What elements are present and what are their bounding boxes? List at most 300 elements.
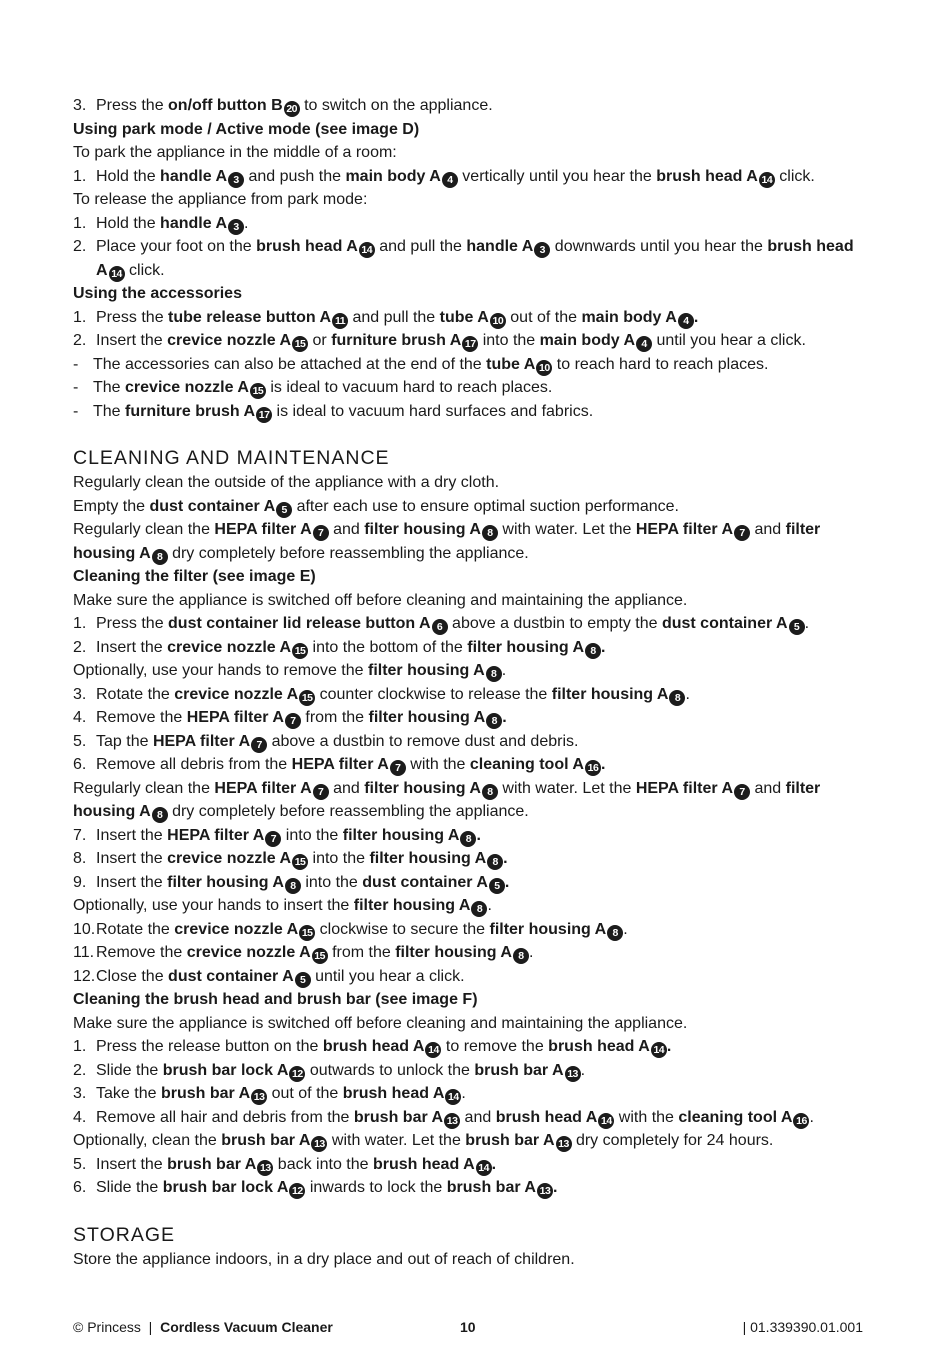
numbered-step [73, 824, 863, 848]
part-number-badge: 13 [251, 1089, 267, 1105]
part-number-badge: 7 [734, 784, 750, 800]
plain-text: downwards until you hear the [550, 238, 768, 255]
plain-text: from the [327, 944, 396, 961]
plain-text: click. [124, 261, 165, 279]
part-number-badge: 8 [152, 549, 168, 565]
line-text [73, 447, 390, 469]
bold-term: filter housing A [353, 897, 471, 914]
line-text [96, 709, 507, 726]
step-number: 3. [73, 685, 87, 703]
plain-text: and [328, 521, 365, 538]
numbered-step [73, 1082, 863, 1106]
plain-text: Remove all debris from the [96, 756, 292, 773]
page-number: 10 [460, 1319, 476, 1335]
text-line [73, 188, 863, 212]
numbered-step [73, 871, 863, 895]
part-number-badge: 8 [486, 713, 502, 729]
text-line [73, 141, 863, 165]
plain-text: Place your foot on the [96, 238, 257, 255]
bold-term: main body A [539, 332, 636, 349]
plain-text: . [528, 944, 534, 961]
step-number: 7. [73, 826, 87, 844]
part-number-badge: 8 [482, 784, 498, 800]
numbered-step [73, 753, 863, 777]
plain-text: and pull the [374, 238, 467, 255]
part-number-badge: 4 [442, 172, 458, 188]
bold-term: HEPA filter A [214, 779, 312, 797]
plain-text: dry completely before reassembling the appliance. [167, 803, 529, 820]
bold-term: main body A [345, 167, 441, 185]
plain-text: Regularly clean the [73, 779, 215, 797]
line-text [73, 662, 506, 679]
text-line [73, 589, 863, 613]
plain-text: into the [478, 332, 540, 349]
plain-text: into the [281, 826, 343, 844]
plain-text: The [93, 402, 126, 420]
numbered-step [73, 1176, 863, 1200]
plain-text: and pull the [348, 308, 440, 326]
text-line [73, 894, 863, 918]
line-text [73, 285, 242, 302]
step-number: 1. [73, 1038, 87, 1055]
text-line [73, 495, 863, 519]
bold-term: crevice nozzle A [174, 685, 299, 703]
step-number: 2. [73, 638, 87, 656]
plain-text: CLEANING AND MAINTENANCE [73, 447, 390, 469]
plain-text: Insert the [96, 1155, 168, 1173]
line-text [96, 215, 248, 232]
step-number: 6. [73, 1179, 87, 1196]
plain-text: Hold the [96, 167, 161, 185]
part-number-badge: 10 [536, 360, 552, 376]
bold-term: tube release button A [168, 308, 332, 326]
bold-term: main body A [581, 308, 677, 326]
footer-brand: © Princess [73, 1319, 141, 1335]
plain-text: back into the [273, 1155, 373, 1173]
line-text [96, 1085, 466, 1102]
step-number: 5. [73, 732, 87, 750]
bold-term: filter housing A [551, 685, 669, 703]
footer-product: Cordless Vacuum Cleaner [160, 1319, 333, 1335]
subheading [73, 118, 863, 142]
bold-term: dust container A [168, 967, 294, 985]
plain-text: . [580, 1061, 586, 1079]
bullet-dash: - [73, 379, 79, 396]
plain-text: To release the appliance from park mode: [73, 191, 368, 208]
plain-text: . [623, 920, 628, 938]
text-line [73, 1129, 863, 1153]
plain-text: Optionally, use your hands to insert the [73, 897, 354, 914]
bold-term: brush head A [372, 1155, 475, 1173]
plain-text: to remove the [441, 1038, 549, 1055]
line-text [96, 1109, 814, 1126]
bold-term: brush bar lock A [162, 1179, 289, 1196]
bold-term: crevice nozzle A [174, 920, 299, 938]
plain-text: and push the [244, 167, 346, 185]
numbered-step [73, 1106, 863, 1130]
line-text [96, 686, 690, 703]
part-number-badge: 14 [109, 266, 125, 282]
plain-text: is ideal to vacuum hard surfaces and fabrics. [272, 402, 594, 420]
numbered-step [73, 306, 863, 330]
plain-text: vertically until you hear the [457, 167, 657, 185]
bold-term: . [476, 826, 481, 844]
plain-text: Regularly clean the outside of the appliance with a dry cloth. [73, 474, 500, 491]
plain-text: Take the [96, 1085, 161, 1102]
part-number-badge: 16 [585, 760, 601, 776]
step-number: 5. [73, 1155, 87, 1173]
numbered-step [73, 847, 863, 871]
line-text [96, 850, 508, 867]
part-number-badge: 8 [669, 690, 685, 706]
page-footer [73, 1319, 863, 1339]
plain-text: Optionally, use your hands to remove the [73, 662, 368, 679]
plain-text: into the bottom of the [308, 638, 468, 656]
bullet-item [73, 353, 863, 377]
part-number-badge: 8 [482, 525, 498, 541]
line-text [96, 309, 698, 326]
plain-text: Store the appliance indoors, in a dry place and out of reach of children. [73, 1250, 575, 1268]
part-number-badge: 7 [313, 525, 329, 541]
part-number-badge: 14 [651, 1042, 667, 1058]
bold-term: filter housing A [364, 521, 481, 538]
line-text [73, 780, 820, 821]
bold-term: . [552, 1179, 558, 1196]
plain-text: The [93, 379, 126, 396]
step-number: 8. [73, 850, 87, 867]
line-text [73, 991, 478, 1008]
bold-term: dust container A [362, 873, 488, 891]
bold-term: tube A [439, 308, 489, 326]
part-number-badge: 5 [789, 619, 805, 635]
plain-text: . [804, 615, 810, 632]
bold-term: cleaning tool A [469, 756, 584, 773]
bold-term: Using the accessories [73, 285, 242, 302]
numbered-step [73, 329, 863, 353]
bullet-dash: - [73, 355, 79, 373]
bold-term: . [693, 308, 699, 326]
numbered-step [73, 1035, 863, 1059]
part-number-badge: 8 [585, 643, 601, 659]
bold-term: filter housing A [368, 709, 486, 726]
part-number-badge: 15 [292, 643, 308, 659]
numbered-step [73, 165, 863, 189]
step-number: 12. [73, 967, 96, 985]
step-number: 3. [73, 1085, 87, 1102]
bold-term: brush head A [548, 1038, 650, 1055]
bold-term: filter housing A [369, 850, 487, 867]
plain-text: Press the [96, 97, 169, 114]
plain-text: after each use to ensure optimal suction performance. [292, 497, 679, 515]
part-number-badge: 14 [759, 172, 775, 188]
plain-text: Remove the [96, 944, 187, 961]
numbered-step [73, 612, 863, 636]
bold-term: Using park mode / Active mode (see image D) [73, 120, 420, 138]
bold-term: crevice nozzle A [167, 638, 292, 656]
line-text [96, 615, 809, 632]
part-number-badge: 11 [332, 313, 348, 329]
plain-text: Insert the [96, 873, 168, 891]
plain-text: with the [405, 756, 470, 773]
step-number: 2. [73, 238, 87, 255]
part-number-badge: 8 [607, 925, 623, 941]
part-number-badge: 5 [295, 972, 311, 988]
plain-text: Press the release button on the [96, 1038, 323, 1055]
bold-term: crevice nozzle A [167, 850, 292, 867]
bold-term: brush bar A [446, 1179, 536, 1196]
part-number-badge: 13 [311, 1136, 327, 1152]
plain-text: above a dustbin to remove dust and debris. [267, 732, 579, 750]
part-number-badge: 8 [152, 807, 168, 823]
plain-text: STORAGE [73, 1223, 175, 1246]
text-line [73, 659, 863, 683]
line-text [96, 238, 854, 279]
part-number-badge: 7 [265, 831, 281, 847]
part-number-badge: 8 [487, 854, 503, 870]
step-number: 2. [73, 332, 87, 349]
bold-term: filter housing A [73, 521, 821, 562]
plain-text: . [487, 897, 492, 914]
line-text [93, 403, 593, 420]
part-number-badge: 13 [257, 1160, 273, 1176]
plain-text: . [244, 214, 249, 232]
bold-term: brush bar A [221, 1132, 311, 1149]
part-number-badge: 13 [537, 1183, 553, 1199]
step-number: 4. [73, 1108, 87, 1126]
bold-term: filter housing A [467, 638, 585, 656]
numbered-step [73, 636, 863, 660]
plain-text: dry completely for 24 hours. [571, 1132, 774, 1149]
part-number-badge: 15 [292, 854, 308, 870]
bold-term: tube A [486, 355, 536, 373]
plain-text: and [750, 521, 786, 538]
bullet-item [73, 400, 863, 424]
part-number-badge: 3 [534, 242, 550, 258]
plain-text: Insert the [96, 826, 168, 844]
plain-text: and [328, 779, 365, 797]
bold-term: brush bar A [160, 1085, 251, 1102]
plain-text: is ideal to vacuum hard to reach places. [265, 379, 553, 396]
bold-term: dust container lid release button A [168, 615, 431, 632]
plain-text: Rotate the [96, 685, 175, 703]
bold-term: handle A [160, 214, 228, 232]
step-number: 9. [73, 873, 87, 891]
part-number-badge: 14 [598, 1113, 614, 1129]
bold-term: furniture brush A [331, 332, 462, 349]
step-number: 4. [73, 709, 87, 726]
part-number-badge: 12 [289, 1183, 305, 1199]
part-number-badge: 5 [276, 502, 292, 518]
plain-text: and [460, 1108, 496, 1126]
part-number-badge: 13 [444, 1113, 460, 1129]
bold-term: HEPA filter A [635, 779, 734, 797]
plain-text: inwards to lock the [305, 1179, 447, 1196]
plain-text: Remove the [96, 709, 187, 726]
line-text [96, 168, 815, 185]
bold-term: . [666, 1038, 672, 1055]
plain-text: Hold the [96, 214, 161, 232]
numbered-step [73, 94, 863, 118]
part-number-badge: 17 [462, 336, 478, 352]
bold-term: HEPA filter A [635, 521, 734, 538]
plain-text: Close the [96, 967, 169, 985]
bold-term: brush bar A [353, 1108, 444, 1126]
part-number-badge: 15 [250, 383, 266, 399]
part-number-badge: 7 [285, 713, 301, 729]
bold-term: cleaning tool A [678, 1108, 793, 1126]
bold-term: brush bar A [474, 1061, 564, 1079]
bold-term: brush head A [342, 1085, 445, 1102]
plain-text: . [461, 1085, 466, 1102]
bold-term: HEPA filter A [152, 732, 251, 750]
line-text [73, 144, 397, 161]
bold-term: . [601, 638, 606, 656]
plain-text: into the [308, 850, 370, 867]
plain-text: click. [774, 167, 815, 185]
bold-term: . [600, 756, 606, 773]
part-number-badge: 7 [390, 760, 406, 776]
plain-text: Rotate the [96, 920, 175, 938]
part-number-badge: 4 [636, 336, 652, 352]
plain-text: Insert the [96, 850, 168, 867]
line-text [96, 968, 465, 985]
plain-text: . [809, 1108, 814, 1126]
plain-text: counter clockwise to release the [315, 685, 552, 703]
line-text [96, 332, 806, 349]
numbered-step [73, 730, 863, 754]
plain-text: . [501, 662, 507, 679]
line-text [73, 1251, 575, 1268]
text-line [73, 471, 863, 495]
part-number-badge: 8 [513, 948, 529, 964]
bold-term: filter housing A [342, 826, 460, 844]
paragraph [73, 777, 863, 824]
bold-term: brush head A [656, 167, 758, 185]
part-number-badge: 15 [299, 690, 315, 706]
bold-term: handle A [466, 238, 534, 255]
plain-text: with water. Let the [497, 779, 636, 797]
plain-text: Make sure the appliance is switched off before cleaning and maintaining the appliance. [73, 591, 688, 609]
plain-text: Press the [96, 615, 169, 632]
bold-term: brush bar A [465, 1132, 555, 1149]
part-number-badge: 14 [425, 1042, 441, 1058]
document-code: | 01.339390.01.001 [742, 1319, 863, 1335]
step-number: 1. [73, 615, 87, 632]
plain-text: to reach hard to reach places. [552, 355, 769, 373]
line-text [96, 921, 628, 938]
numbered-step [73, 941, 863, 965]
plain-text: Press the [96, 308, 169, 326]
part-number-badge: 4 [678, 313, 694, 329]
bold-term: dust container A [149, 497, 276, 515]
bold-term: brush bar lock A [162, 1061, 289, 1079]
part-number-badge: 15 [299, 925, 315, 941]
plain-text: Tap the [96, 732, 153, 750]
subheading [73, 565, 863, 589]
line-text [96, 1062, 585, 1079]
plain-text: from the [300, 709, 369, 726]
line-text [73, 191, 367, 208]
plain-text: Remove all hair and debris from the [96, 1108, 354, 1126]
line-text [96, 733, 578, 750]
line-text [73, 498, 679, 515]
plain-text: The accessories can also be attached at the end of the [93, 355, 487, 373]
bold-term: handle A [160, 167, 228, 185]
plain-text: and [750, 779, 786, 797]
manual-body [73, 94, 863, 1271]
plain-text: Insert the [96, 332, 168, 349]
bold-term: brush bar A [167, 1155, 257, 1173]
line-text [93, 356, 768, 373]
section-heading [73, 445, 863, 471]
line-text [73, 474, 499, 491]
line-text [73, 897, 492, 914]
bold-term: furniture brush A [125, 402, 256, 420]
part-number-badge: 3 [228, 219, 244, 235]
bold-term: . [504, 873, 510, 891]
numbered-step [73, 683, 863, 707]
bold-term: brush head A [256, 238, 358, 255]
part-number-badge: 12 [289, 1066, 305, 1082]
part-number-badge: 8 [460, 831, 476, 847]
line-text [73, 1224, 175, 1246]
bold-term: HEPA filter A [291, 756, 389, 773]
bold-term: filter housing A [364, 779, 481, 797]
plain-text: . [685, 685, 690, 703]
plain-text: Optionally, clean the [73, 1132, 222, 1149]
bold-term: crevice nozzle A [186, 944, 311, 961]
part-number-badge: 13 [565, 1066, 581, 1082]
bold-term: brush head A [495, 1108, 598, 1126]
line-text [73, 1015, 687, 1032]
line-text [96, 639, 605, 656]
line-text [96, 97, 493, 114]
numbered-step [73, 706, 863, 730]
bold-term: . [491, 1155, 497, 1173]
plain-text: Regularly clean the [73, 521, 215, 538]
plain-text: Empty the [73, 497, 150, 515]
line-text [96, 756, 605, 773]
part-number-badge: 17 [256, 407, 272, 423]
plain-text: until you hear a click. [310, 967, 465, 985]
line-text [93, 379, 552, 396]
bold-term: filter housing A [395, 944, 512, 961]
line-text [96, 874, 509, 891]
step-number: 3. [73, 97, 87, 114]
bold-term: filter housing A [489, 920, 607, 938]
part-number-badge: 5 [489, 878, 505, 894]
bold-term: HEPA filter A [186, 709, 284, 726]
plain-text: Slide the [96, 1061, 163, 1079]
line-text [73, 121, 419, 138]
plain-text: outwards to unlock the [305, 1061, 475, 1079]
bold-term: brush head A [96, 238, 854, 279]
text-line [73, 1248, 863, 1272]
plain-text: with the [614, 1108, 679, 1126]
bold-term: dust container A [661, 615, 788, 632]
line-text [73, 521, 820, 562]
subheading [73, 282, 863, 306]
bullet-dash: - [73, 402, 79, 420]
bold-term: filter housing A [73, 779, 821, 820]
line-text [96, 827, 481, 844]
plain-text: Make sure the appliance is switched off before cleaning and maintaining the appliance. [73, 1014, 688, 1032]
numbered-step [73, 918, 863, 942]
subheading [73, 988, 863, 1012]
bold-term: Cleaning the filter (see image E) [73, 568, 316, 585]
plain-text: dry completely before reassembling the appliance. [167, 544, 529, 562]
bold-term: crevice nozzle A [125, 379, 249, 396]
